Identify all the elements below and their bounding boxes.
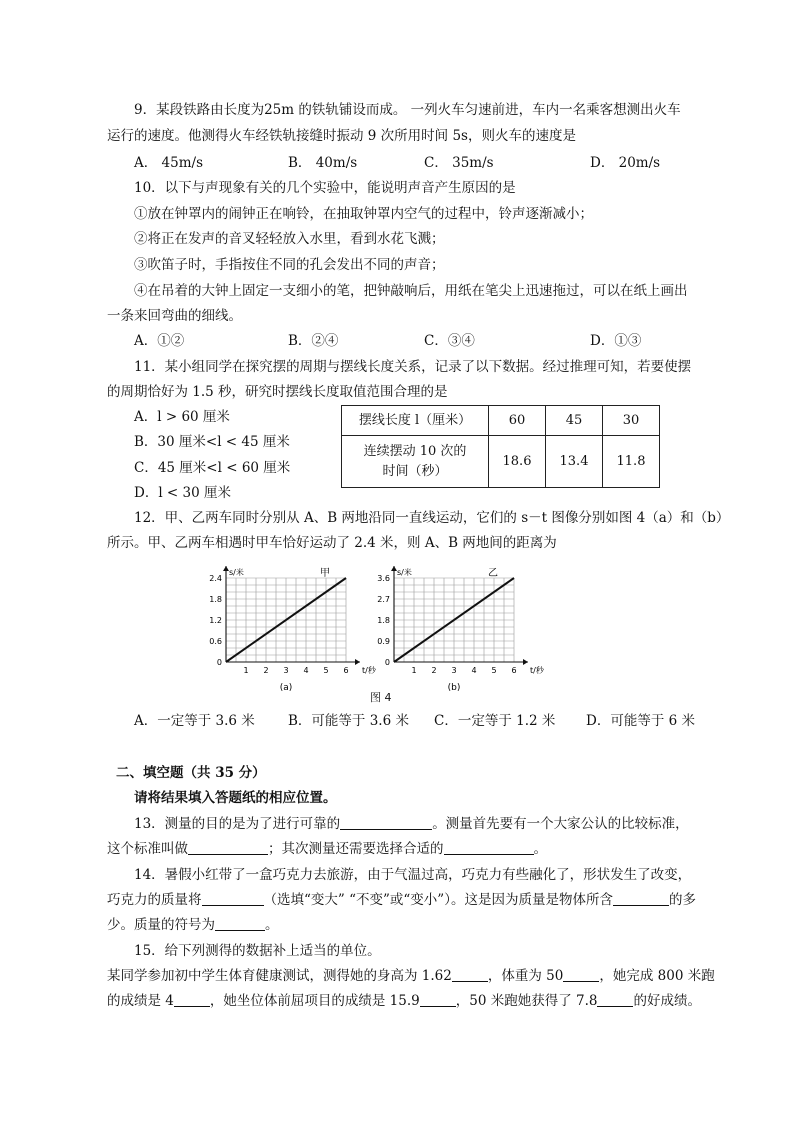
q15-blank-3[interactable] (174, 992, 210, 1007)
q12-line-1: 12．甲、乙两车同时分别从 A、B 两地沿同一直线运动，它们的 s－t 图像分别如图 4（a）和（b） (134, 510, 730, 526)
q14-text: 的多 (668, 892, 696, 908)
pendulum-data-table (341, 405, 660, 488)
q15-text: ，50 米跑她获得了 7.8 (455, 993, 598, 1009)
q9-option-c[interactable]: C． 35m/s (424, 155, 494, 171)
q11-option-c[interactable]: C．45 厘米<l < 60 厘米 (134, 460, 291, 476)
q9-option-a[interactable]: A． 45m/s (134, 155, 203, 171)
q10-option-c[interactable]: C．③④ (424, 333, 475, 349)
q12-option-b[interactable]: B．可能等于 3.6 米 (288, 713, 409, 729)
q14-blank-1[interactable] (202, 891, 264, 906)
q15-blank-5[interactable] (597, 992, 633, 1007)
q11-option-d[interactable]: D．l < 30 厘米 (134, 485, 232, 501)
y-tick-label: 1.2 (209, 616, 222, 625)
q10-item-1: ①放在钟罩内的闹钟正在响铃，在抽取钟罩内空气的过程中，铃声逐渐减小； (134, 206, 593, 222)
x-tick-label: 2 (263, 666, 269, 675)
q10-item-4: ④在吊着的大钟上固定一支细小的笔，把钟敲响后，用纸在笔尖上迅速拖过，可以在纸上画出 (134, 283, 688, 299)
x-axis-label: t/秒 (530, 666, 544, 675)
x-tick-label: 1 (411, 666, 417, 675)
table-cell: 13.4 (546, 436, 603, 488)
x-tick-label: 1 (243, 666, 249, 675)
q12-option-c[interactable]: C．一定等于 1.2 米 (434, 713, 556, 729)
chart-caption: (b) (447, 683, 461, 693)
table-cell: 45 (546, 406, 603, 436)
table-header-time (342, 436, 489, 488)
q13-blank-3[interactable] (444, 840, 534, 855)
table-cell: 60 (489, 406, 546, 436)
y-tick-label: 1.8 (377, 616, 390, 625)
q15-line-1 (107, 966, 715, 986)
table-header-length: 摆线长度 l（厘米） (342, 406, 489, 436)
q11-option-a[interactable]: A．l > 60 厘米 (134, 409, 230, 425)
series-label: 甲 (320, 568, 330, 579)
q14-text: 巧克力的质量将 (107, 892, 202, 908)
figure-caption: 图 4 (370, 691, 392, 704)
q10-option-b[interactable]: B．②④ (288, 333, 339, 349)
q15-blank-1[interactable] (452, 967, 488, 982)
q11-line-2: 的周期恰好为 1.5 秒，研究时摆线长度取值范围合理的是 (107, 384, 448, 400)
q15-text: ，她坐位体前屈项目的成绩是 15.9 (209, 993, 420, 1009)
q14-text: 。 (265, 917, 279, 933)
y-tick-label: 2.4 (209, 574, 222, 583)
q10-stem: 10．以下与声现象有关的几个实验中，能说明声音产生原因的是 (134, 180, 516, 196)
q13-text: ；其次测量还需要选择合适的 (268, 841, 444, 857)
y-tick-label: 0.6 (209, 637, 222, 646)
table-header-time-line-2: 时间（秒） (382, 463, 448, 479)
y-tick-label: 3.6 (377, 574, 390, 583)
q12-option-a[interactable]: A．一定等于 3.6 米 (134, 713, 255, 729)
q9-line-1: 9．某段铁路由长度为25m 的铁轨铺设而成。 一列火车匀速前进，车内一名乘客想测出火车 (134, 102, 681, 118)
table-cell: 30 (603, 406, 660, 436)
table-cell: 18.6 (489, 436, 546, 488)
q14-text: 少。质量的符号为 (107, 917, 215, 933)
q14-line-2 (107, 890, 696, 910)
q15-text: ，体重为 50 (487, 968, 564, 984)
q14-line-3 (107, 915, 279, 935)
q15-text: 的好成绩。 (633, 993, 701, 1009)
chart-a (200, 560, 376, 695)
q13-line-1 (134, 814, 689, 834)
q10-option-d[interactable]: D．①③ (590, 333, 642, 349)
q10-item-2: ②将正在发声的音叉轻轻放入水里，看到水花飞溅； (134, 231, 445, 247)
q13-text: 。 (533, 841, 547, 857)
y-tick-label: 2.7 (377, 595, 390, 604)
q10-item-3: ③吹笛子时，手指按住不同的孔会发出不同的声音； (134, 257, 445, 273)
q9-options (134, 153, 734, 173)
q10-options (134, 331, 734, 351)
section-2-title: 二、填空题（共 35 分） (116, 765, 266, 781)
y-tick-label: 0.9 (377, 637, 390, 646)
q9-option-b[interactable]: B． 40m/s (288, 155, 358, 171)
q15-stem: 15．给下列测得的数据补上适当的单位。 (134, 943, 381, 959)
y-tick-label: 1.8 (209, 595, 222, 604)
q15-blank-2[interactable] (563, 967, 599, 982)
q13-blank-1[interactable] (340, 815, 432, 830)
y-tick-label: 0 (216, 658, 222, 667)
q15-blank-4[interactable] (420, 992, 456, 1007)
section-2-instruction: 请将结果填入答题纸的相应位置。 (134, 790, 337, 806)
x-tick-label: 4 (303, 666, 309, 675)
q11-line-1: 11．某小组同学在探究摆的周期与摆线长度关系，记录了以下数据。经过推理可知，若要使摆 (134, 359, 692, 375)
series-label: 乙 (488, 568, 498, 579)
q13-text: 。测量首先要有一个大家公认的比较标准， (432, 816, 689, 832)
q13-blank-2[interactable] (188, 840, 268, 855)
x-axis-arrow (523, 659, 528, 665)
x-tick-label: 3 (283, 666, 289, 675)
q15-line-2 (107, 991, 701, 1011)
q14-text: （选填“变大” “不变”或“变小”）。这是因为质量是物体所含 (263, 892, 613, 908)
x-tick-label: 6 (511, 666, 517, 675)
q9-line-2: 运行的速度。他测得火车经铁轨接缝时振动 9 次所用时间 5s，则火车的速度是 (107, 128, 576, 144)
q14-line-1: 14．暑假小红带了一盒巧克力去旅游，由于气温过高，巧克力有些融化了，形状发生了改变， (134, 867, 692, 883)
x-tick-label: 3 (451, 666, 457, 675)
x-tick-label: 6 (343, 666, 349, 675)
q11-option-b[interactable]: B．30 厘米<l < 45 厘米 (134, 434, 290, 450)
chart-b (368, 560, 548, 695)
q12-line-2: 所示。甲、乙两车相遇时甲车恰好运动了 2.4 米，则 A、B 两地间的距离为 (107, 535, 557, 551)
q13-text: 这个标准叫做 (107, 841, 188, 857)
x-axis-label: t/秒 (362, 666, 376, 675)
q15-text: ，她完成 800 米跑 (599, 968, 715, 984)
y-axis-label: s/米 (397, 568, 412, 577)
q15-text: 的成绩是 4 (107, 993, 174, 1009)
q10-item-4-cont: 一条来回弯曲的细线。 (107, 308, 242, 324)
y-axis-label: s/米 (229, 568, 244, 577)
table-header-time-line-1: 连续摆动 10 次的 (363, 443, 467, 459)
x-axis-arrow (355, 659, 360, 665)
x-tick-label: 5 (491, 666, 497, 675)
q15-text: 某同学参加初中学生体育健康测试，测得她的身高为 1.62 (107, 968, 452, 984)
table-cell: 11.8 (603, 436, 660, 488)
q14-blank-2[interactable] (613, 891, 669, 906)
x-tick-label: 2 (431, 666, 437, 675)
q12-options (134, 711, 734, 731)
chart-caption: (a) (279, 683, 293, 693)
x-tick-label: 5 (323, 666, 329, 675)
q12-option-d[interactable]: D．可能等于 6 米 (586, 713, 695, 729)
y-tick-label: 0 (384, 658, 390, 667)
q13-text: 13．测量的目的是为了进行可靠的 (134, 816, 341, 832)
q13-line-2 (107, 839, 547, 859)
q14-blank-3[interactable] (215, 916, 265, 931)
x-tick-label: 4 (471, 666, 477, 675)
q10-option-a[interactable]: A．①② (134, 333, 185, 349)
q9-option-d[interactable]: D． 20m/s (590, 155, 661, 171)
